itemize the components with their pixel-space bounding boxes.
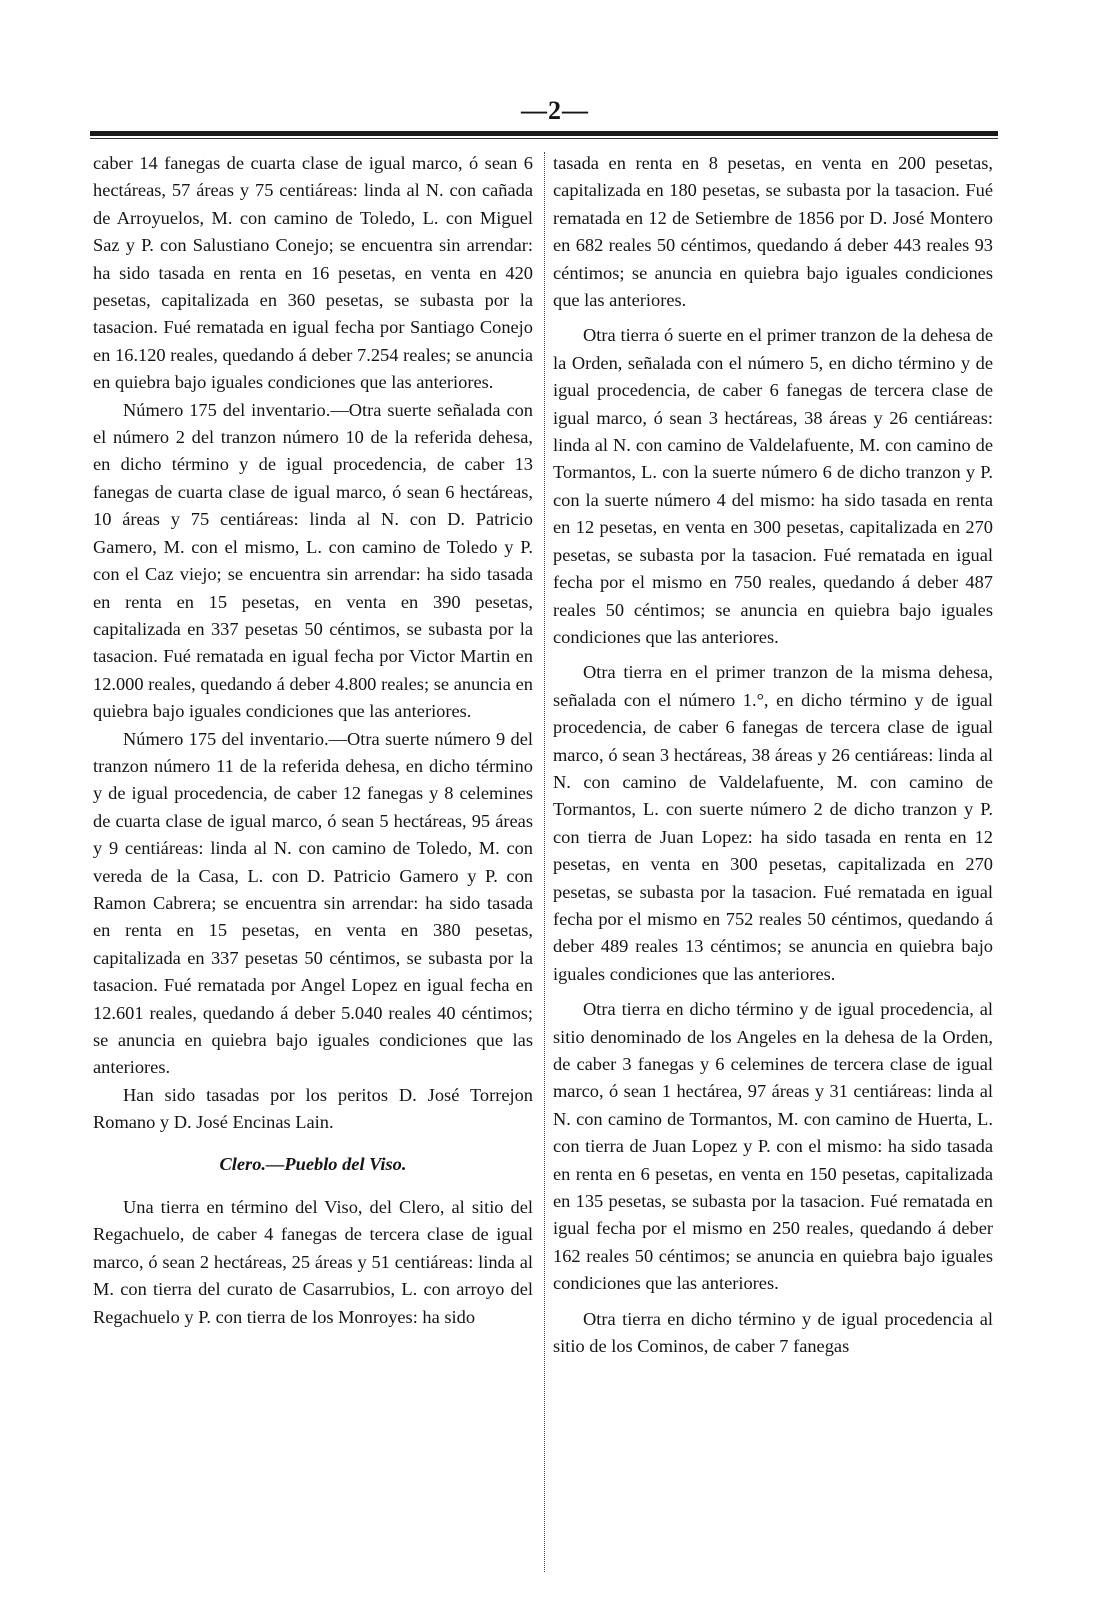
paragraph: caber 14 fanegas de cuarta clase de igual marco, ó sean 6 hectáreas, 57 áreas y 75 centiáreas: linda al N. con cañada de Arroyuelos, M. con camino de Toledo, L. con Miguel Saz y P. con Salustiano Conejo; se encuentra sin arrendar: ha sido tasada en renta en 16 pesetas, en venta en 420 pesetas, capitalizada en 360 pesetas, se subasta por la tasacion. Fué rematada en igual fecha por Santiago Conejo en 16.120 reales, quedando á deber 7.254 reales; se anuncia en quiebra bajo iguales condiciones que las anteriores. xyxy=(93,153,533,393)
paragraph: tasada en renta en 8 pesetas, en venta en 200 pesetas, capitalizada en 180 pesetas, se subasta por la tasacion. Fué rematada en 12 de Setiembre de 1856 por D. José Montero en 682 reales 50 céntimos, quedando á deber 443 reales 93 céntimos; se anuncia en quiebra bajo iguales condiciones que las anteriores. xyxy=(553,153,993,311)
paragraph: Otra tierra en el primer tranzon de la misma dehesa, señalada con el número 1.°, en dicho término y de igual procedencia, de caber 6 fanegas de tercera clase de igual marco, ó sean 3 hectáreas, 38 áreas y 26 centiáreas: linda al N. con camino de Valdelafuente, M. con camino de Tormantos, L. con suerte número 2 de dicho tranzon y P. con tierra de Juan Lopez: ha sido tasada en renta en 12 pesetas, en venta en 300 pesetas, capitalizada en 270 pesetas, se subasta por la tasacion. Fué rematada en igual fecha por el mismo en 752 reales 50 céntimos, quedando á deber 489 reales 13 céntimos; se anuncia en quiebra bajo iguales condiciones que las anteriores. xyxy=(553,662,993,984)
page-number: —2— xyxy=(521,96,589,125)
paragraph: Número 175 del inventario.—Otra suerte número 9 del tranzon número 11 de la referida dehesa, en dicho término y de igual procedencia, de caber 12 fanegas y 8 celemines de cuarta clase de igual marco, ó sean 5 hectáreas, 95 áreas y 9 centiáreas: linda al N. con camino de Toledo, M. con vereda de la Casa, L. con D. Patricio Gamero y P. con Ramon Cabrera; se encuentra sin arrendar: ha sido tasada en renta en 15 pesetas, en venta en 380 pesetas, capitalizada en 337 pesetas 50 céntimos, se subasta por la tasacion. Fué rematada por Angel Lopez en igual fecha en 12.601 reales, quedando á deber 5.040 reales 40 céntimos; se anuncia en quiebra bajo iguales condiciones que las anteriores. xyxy=(93,728,533,1078)
paragraph: Otra tierra ó suerte en el primer tranzon de la dehesa de la Orden, señalada con el número 5, en dicho término y de igual procedencia, de caber 6 fanegas de tercera clase de igual marco, ó sean 3 hectáreas, 38 áreas y 26 centiáreas: linda al N. con camino de Valdelafuente, M. con camino de Tormantos, L. con la suerte número 6 de dicho tranzon y P. con la suerte número 4 del mismo: ha sido tasada en renta en 12 pesetas, en venta en 300 pesetas, capitalizada en 270 pesetas, se subasta por la tasacion. Fué rematada en igual fecha por el mismo en 750 reales, quedando á deber 487 reales 50 céntimos; se anuncia en quiebra bajo iguales condiciones que las anteriores. xyxy=(553,325,993,647)
left-column xyxy=(93,150,533,1331)
section-heading: Clero.—Pueblo del Viso. xyxy=(219,1153,407,1174)
column-divider xyxy=(544,152,545,1572)
paragraph: Otra tierra en dicho término y de igual procedencia al sitio de los Cominos, de caber 7 fanegas xyxy=(553,1308,993,1357)
header-rule-thin xyxy=(90,138,998,139)
paragraph: Han sido tasadas por los peritos D. José Torrejon Romano y D. José Encinas Lain. xyxy=(93,1084,533,1133)
header-rule-thick xyxy=(90,131,998,136)
right-column xyxy=(553,150,993,1360)
paragraph: Número 175 del inventario.—Otra suerte señalada con el número 2 del tranzon número 10 de la referida dehesa, en dicho término y de igual procedencia, de caber 13 fanegas de cuarta clase de igual marco, ó sean 6 hectáreas, 10 áreas y 75 centiáreas: linda al N. con D. Patricio Gamero, M. con el mismo, L. con camino de Toledo y P. con el Caz viejo; se encuentra sin arrendar: ha sido tasada en renta en 15 pesetas, en venta en 390 pesetas, capitalizada en 337 pesetas 50 céntimos, se subasta por la tasacion. Fué rematada en igual fecha por Victor Martin en 12.000 reales, quedando á deber 4.800 reales; se anuncia en quiebra bajo iguales condiciones que las anteriores. xyxy=(93,399,533,722)
paragraph: Una tierra en término del Viso, del Clero, al sitio del Regachuelo, de caber 4 fanegas de tercera clase de igual marco, ó sean 2 hectáreas, 25 áreas y 51 centiáreas: linda al M. con tierra del curato de Casarrubios, L. con arroyo del Regachuelo y P. con tierra de los Monroyes: ha sido xyxy=(93,1197,533,1327)
paragraph: Otra tierra en dicho término y de igual procedencia, al sitio denominado de los Angeles en la dehesa de la Orden, de caber 3 fanegas y 6 celemines de tercera clase de igual marco, ó sean 1 hectárea, 97 áreas y 31 centiáreas: linda al N. con camino de Tormantos, M. con camino de Huerta, L. con tierra de Juan Lopez y P. con el mismo: ha sido tasada en renta en 6 pesetas, en venta en 150 pesetas, capitalizada en 135 pesetas, se subasta por la tasacion. Fué rematada en igual fecha por el mismo en 250 reales, quedando á deber 162 reales 50 céntimos; se anuncia en quiebra bajo iguales condiciones que las anteriores. xyxy=(553,999,993,1294)
